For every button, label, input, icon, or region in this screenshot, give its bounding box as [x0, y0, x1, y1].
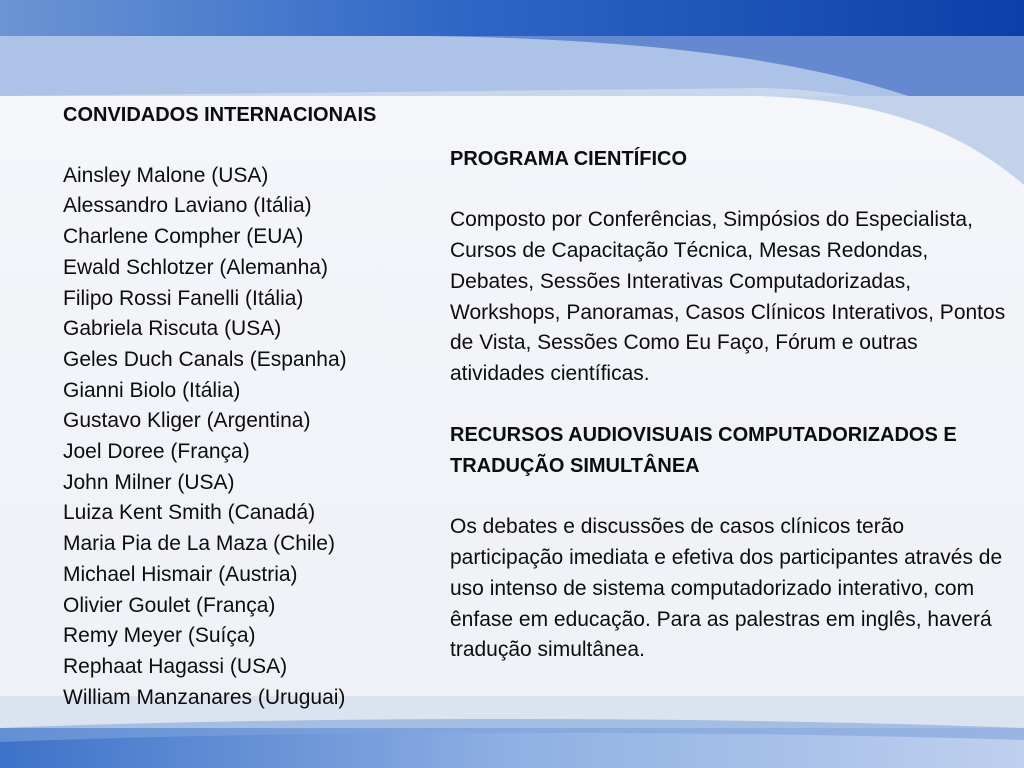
international-guests-column [63, 100, 423, 713]
guest-name: Geles Duch Canals (Espanha) [63, 347, 347, 371]
program-column [450, 144, 1015, 697]
guest-name: William Manzanares (Uruguai) [63, 685, 346, 709]
guest-name: Alessandro Laviano (Itália) [63, 194, 312, 218]
guest-name: Michael Hismair (Austria) [63, 562, 298, 586]
guest-name: Ewald Schlotzer (Alemanha) [63, 255, 328, 279]
top-blue-band [0, 0, 1024, 36]
guest-name: John Milner (USA) [63, 470, 235, 494]
guest-name: Luiza Kent Smith (Canadá) [63, 501, 316, 525]
av-resources-text: Os debates e discussões de casos clínicos terão participação imediata e efetiva dos participantes através de uso intenso de sistema computadorizado interativo, com ênfase em educação. Para as palestras em inglês, haverá tradução simultânea. [450, 515, 1003, 662]
guest-name: Olivier Goulet (França) [63, 593, 276, 617]
scientific-program-text: Composto por Conferências, Simpósios do Especialista, Cursos de Capacitação Técnica, Mesas Redondas, Debates, Sessões Interativas Computadorizadas, Workshops, Panoramas, Casos Clínicos Interativos, Pontos de Vista, Sessões Como Eu Faço, Fórum e outras atividades científicas. [450, 208, 1006, 385]
guest-name: Charlene Compher (EUA) [63, 225, 304, 249]
scientific-program-heading: PROGRAMA CIENTÍFICO [450, 148, 688, 170]
guest-name: Maria Pia de La Maza (Chile) [63, 532, 335, 556]
guest-name: Joel Doree (França) [63, 440, 250, 464]
guest-name: Rephaat Hagassi (USA) [63, 654, 288, 678]
guest-name: Remy Meyer (Suíça) [63, 624, 256, 648]
guest-name: Gianni Biolo (Itália) [63, 378, 241, 402]
international-guests-heading: CONVIDADOS INTERNACIONAIS [63, 104, 377, 126]
guest-name: Gabriela Riscuta (USA) [63, 317, 282, 341]
av-resources-heading-line2: TRADUÇÃO SIMULTÂNEA [450, 455, 700, 477]
guest-name: Filipo Rossi Fanelli (Itália) [63, 286, 304, 310]
av-resources-heading-line1: RECURSOS AUDIOVISUAIS COMPUTADORIZADOS E [450, 424, 957, 447]
guest-name: Gustavo Kliger (Argentina) [63, 409, 311, 433]
guest-name: Ainsley Malone (USA) [63, 163, 269, 187]
